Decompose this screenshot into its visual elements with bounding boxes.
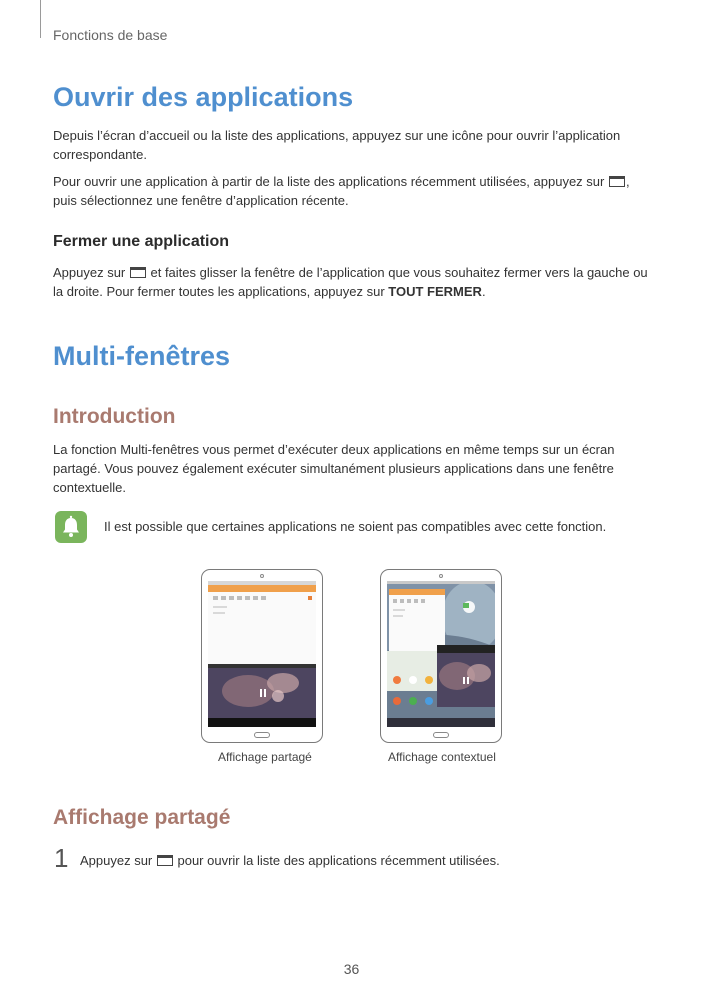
open-apps-paragraph-2 xyxy=(53,172,648,210)
tablet-split-view-illustration xyxy=(201,569,323,743)
camera-dot xyxy=(260,574,264,578)
introduction-paragraph: La fonction Multi-fenêtres vous permet d’exécuter deux applications en même temps sur un écran partagé. Vous pouvez également exécuter simultanément plusieurs applications dans une fenêtre contextuelle. xyxy=(53,442,615,495)
step-1-text-a: Appuyez sur xyxy=(80,853,156,868)
close-app-paragraph xyxy=(53,263,648,301)
note-text: Il est possible que certaines applications ne soient pas compatibles avec cette fonction. xyxy=(104,519,607,534)
open-apps-p2-text-a: Pour ouvrir une application à partir de la liste des applications récemment utilisées, appuyez sur xyxy=(53,174,608,189)
title-multi-window: Multi-fenêtres xyxy=(53,341,231,371)
step-1-text xyxy=(80,851,640,870)
caption-popup-view: Affichage contextuel xyxy=(388,750,496,764)
home-button xyxy=(254,732,270,738)
camera-dot xyxy=(439,574,443,578)
page-number: 36 xyxy=(343,961,360,977)
title-close-app: Fermer une application xyxy=(53,233,230,250)
close-app-text-a: Appuyez sur xyxy=(53,265,129,280)
open-apps-p2-text-b: , puis sélectionnez une fenêtre d’application récente. xyxy=(53,174,630,208)
close-app-text-b: et faites glisser la fenêtre de l’application que vous souhaitez fermer vers la gauche ou la droite. Pour fermer toutes les applications, appuyez sur xyxy=(53,265,648,299)
tablet-popup-view-illustration xyxy=(380,569,502,743)
step-1-text-b: pour ouvrir la liste des applications récemment utilisées. xyxy=(173,853,500,868)
split-view-screen xyxy=(208,581,316,727)
section-header: Fonctions de base xyxy=(53,27,168,43)
popup-view-screen xyxy=(387,581,495,727)
recent-apps-icon xyxy=(130,267,146,278)
note-bell-icon xyxy=(55,511,87,543)
recent-apps-icon xyxy=(157,855,173,866)
title-split-view: Affichage partagé xyxy=(53,806,231,829)
close-app-text-c: . xyxy=(481,284,486,299)
close-all-label: TOUT FERMER xyxy=(388,284,482,299)
title-open-apps: Ouvrir des applications xyxy=(53,82,354,112)
step-number: 1 xyxy=(54,843,69,873)
header-rule xyxy=(40,0,41,38)
caption-split-view: Affichage partagé xyxy=(218,750,312,764)
title-introduction: Introduction xyxy=(53,405,176,428)
recent-apps-icon xyxy=(609,176,625,187)
open-apps-paragraph-1: Depuis l’écran d’accueil ou la liste des applications, appuyez sur une icône pour ouvrir l’application correspondante. xyxy=(53,128,621,162)
home-button xyxy=(433,732,449,738)
